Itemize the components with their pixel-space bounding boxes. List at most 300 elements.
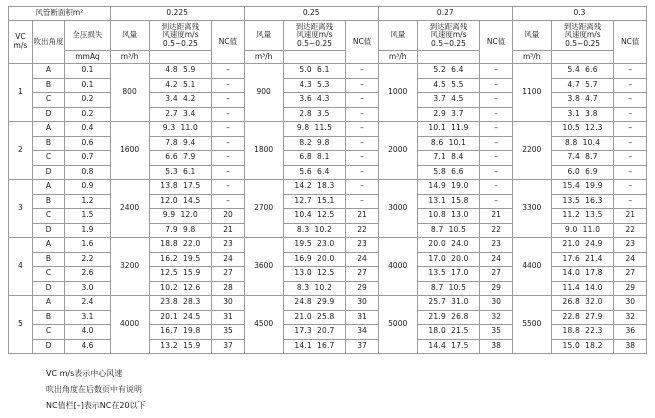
- nc-value: 24: [480, 252, 512, 267]
- throw-distance-high: 16.9: [294, 253, 312, 263]
- angle-value: D: [32, 107, 64, 122]
- airflow-value: 3300: [512, 180, 551, 238]
- throw-distance-high: 26.8: [562, 297, 580, 307]
- pressure-loss-value: 1.9: [65, 223, 110, 238]
- throw-distance-low: 6.6: [451, 166, 464, 176]
- throw-distance-low: 4.7: [585, 94, 598, 104]
- vc-value: 5: [9, 296, 33, 354]
- throw-distance-value: [551, 136, 614, 151]
- throw-distance-high: 8.7: [430, 224, 444, 234]
- throw-distance-high: 3.6: [299, 94, 312, 104]
- nc-value: 20: [212, 209, 244, 224]
- throw-distance-value: [551, 165, 614, 180]
- angle-value: A: [32, 238, 64, 253]
- throw-distance-value: [149, 267, 212, 282]
- angle-value: C: [32, 209, 64, 224]
- nc-value: 24: [346, 252, 378, 267]
- distance-header-3: 到达距离残 风速度m/s 0.5~0.25: [551, 21, 614, 51]
- throw-distance-value: [551, 180, 614, 195]
- nc-value: –: [212, 64, 244, 79]
- nc-value: 23: [212, 238, 244, 253]
- pressure-loss-value: 3.1: [65, 310, 110, 325]
- throw-distance-low: 27.9: [585, 311, 603, 321]
- throw-distance-high: 4.3: [299, 79, 312, 89]
- nc-value: –: [346, 180, 378, 195]
- throw-distance-value: [417, 310, 480, 325]
- pressure-loss-value: 3.0: [65, 281, 110, 296]
- throw-distance-value: [283, 151, 346, 166]
- vc-value: 4: [9, 238, 33, 296]
- throw-distance-high: 21.9: [428, 311, 446, 321]
- throw-distance-value: [149, 136, 212, 151]
- throw-distance-value: [283, 339, 346, 354]
- throw-distance-value: [551, 325, 614, 340]
- table-row: [9, 136, 647, 151]
- nc-value: –: [480, 64, 512, 79]
- angle-value: C: [32, 93, 64, 108]
- angle-value: C: [32, 267, 64, 282]
- throw-distance-high: 12.5: [160, 268, 178, 278]
- throw-distance-low: 6.9: [585, 166, 598, 176]
- throw-distance-value: [551, 238, 614, 253]
- throw-distance-value: [417, 136, 480, 151]
- throw-distance-high: 2.7: [165, 108, 178, 118]
- throw-distance-high: 13.1: [428, 195, 446, 205]
- throw-distance-value: [149, 165, 212, 180]
- throw-distance-low: 12.3: [585, 123, 603, 133]
- nc-value: 27: [614, 267, 647, 282]
- angle-value: A: [32, 296, 64, 311]
- throw-distance-low: 10.4: [582, 137, 601, 147]
- airflow-value: 2700: [244, 180, 283, 238]
- throw-distance-high: 8.2: [299, 137, 312, 147]
- throw-distance-low: 13.5: [585, 210, 603, 220]
- pressure-loss-value: 2.4: [65, 296, 110, 311]
- nc-value: –: [480, 194, 512, 209]
- throw-distance-value: [417, 209, 480, 224]
- throw-distance-high: 8.7: [430, 282, 444, 292]
- nc-value: 27: [212, 267, 244, 282]
- flow-unit-1: m³/h: [244, 51, 283, 64]
- table-row: [9, 267, 647, 282]
- throw-distance-value: [149, 107, 212, 122]
- nc-header-3: NC值: [614, 21, 647, 64]
- flow-unit-0: m³/h: [110, 51, 149, 64]
- throw-distance-low: 10.1: [448, 137, 467, 147]
- throw-distance-low: 10.2: [314, 224, 333, 234]
- throw-distance-high: 13.5: [562, 195, 580, 205]
- nc-value: 22: [614, 223, 647, 238]
- throw-distance-low: 16.3: [585, 195, 603, 205]
- throw-distance-low: 8.7: [585, 152, 598, 162]
- angle-value: D: [32, 339, 64, 354]
- throw-distance-high: 23.8: [160, 297, 178, 307]
- throw-distance-value: [417, 78, 480, 93]
- throw-distance-value: [149, 296, 212, 311]
- nc-value: –: [212, 194, 244, 209]
- airflow-value: 4000: [110, 296, 149, 354]
- footnote-2: NC值栏[–]表示NC在20以下: [46, 401, 146, 410]
- pressure-loss-value: 1.2: [65, 194, 110, 209]
- throw-distance-high: 12.7: [294, 195, 312, 205]
- throw-distance-value: [417, 107, 480, 122]
- throw-distance-high: 10.8: [428, 210, 446, 220]
- nc-value: –: [346, 64, 378, 79]
- nc-value: –: [212, 136, 244, 151]
- throw-distance-low: 31.0: [451, 297, 469, 307]
- throw-distance-value: [149, 209, 212, 224]
- throw-distance-low: 18.3: [317, 181, 335, 191]
- throw-distance-low: 10.2: [314, 282, 333, 292]
- throw-distance-value: [283, 252, 346, 267]
- throw-distance-value: [283, 238, 346, 253]
- throw-distance-high: 5.4: [567, 65, 580, 75]
- throw-distance-high: 3.8: [567, 94, 580, 104]
- throw-distance-low: 4.3: [317, 94, 330, 104]
- throw-distance-high: 20.0: [428, 239, 446, 249]
- airflow-value: 900: [244, 64, 283, 122]
- throw-distance-low: 3.4: [182, 108, 196, 118]
- throw-distance-high: 8.6: [430, 137, 444, 147]
- throw-distance-low: 20.7: [317, 326, 335, 336]
- vc-value: 2: [9, 122, 33, 180]
- throw-distance-value: [283, 107, 346, 122]
- throw-distance-value: [551, 107, 614, 122]
- throw-distance-low: 3.8: [585, 108, 598, 118]
- throw-distance-value: [149, 122, 212, 137]
- throw-distance-value: [551, 93, 614, 108]
- throw-distance-high: 21.0: [294, 311, 312, 321]
- distance-unit-0: [149, 51, 212, 64]
- loss-header: 全压损失: [65, 21, 110, 51]
- angle-value: B: [32, 252, 64, 267]
- nc-value: 24: [212, 252, 244, 267]
- angle-value: B: [32, 136, 64, 151]
- pressure-loss-value: 4.6: [65, 339, 110, 354]
- throw-distance-high: 14.9: [428, 181, 446, 191]
- nc-value: –: [614, 151, 647, 166]
- distance-header-0: 到达距离残 风速度m/s 0.5~0.25: [149, 21, 212, 51]
- throw-distance-high: 4.2: [165, 79, 178, 89]
- throw-distance-high: 13.8: [160, 181, 178, 191]
- throw-distance-low: 11.0: [582, 224, 601, 234]
- throw-distance-low: 28.3: [182, 297, 201, 307]
- throw-distance-high: 9.3: [162, 123, 176, 133]
- angle-value: D: [32, 165, 64, 180]
- throw-distance-value: [283, 122, 346, 137]
- throw-distance-low: 3.7: [451, 108, 464, 118]
- throw-distance-high: 9.0: [564, 224, 578, 234]
- throw-distance-high: 7.4: [567, 152, 580, 162]
- throw-distance-value: [149, 281, 212, 296]
- nc-value: 35: [480, 325, 512, 340]
- nc-value: –: [614, 122, 647, 137]
- throw-distance-high: 15.4: [562, 181, 580, 191]
- pressure-loss-value: 0.1: [65, 78, 110, 93]
- throw-distance-high: 3.7: [433, 94, 446, 104]
- throw-distance-low: 12.0: [180, 210, 198, 220]
- throw-distance-low: 29.9: [317, 297, 335, 307]
- throw-distance-high: 16.7: [160, 326, 178, 336]
- angle-value: A: [32, 122, 64, 137]
- throw-distance-high: 2.9: [433, 108, 446, 118]
- throw-distance-high: 6.8: [299, 152, 312, 162]
- footnote-0: VC m/s表示中心风速: [46, 369, 123, 378]
- throw-distance-high: 5.6: [299, 166, 312, 176]
- angle-value: A: [32, 180, 64, 195]
- throw-distance-high: 8.8: [564, 137, 578, 147]
- nc-value: 30: [212, 296, 244, 311]
- throw-distance-low: 6.4: [317, 166, 330, 176]
- nc-value: –: [480, 165, 512, 180]
- nc-value: 28: [212, 281, 244, 296]
- nc-value: –: [480, 136, 512, 151]
- nc-value: 37: [212, 339, 244, 354]
- pressure-loss-value: 0.9: [65, 180, 110, 195]
- nc-value: 30: [480, 296, 512, 311]
- throw-distance-high: 7.8: [165, 137, 178, 147]
- throw-distance-low: 17.5: [182, 181, 201, 191]
- throw-distance-high: 17.0: [428, 253, 446, 263]
- throw-distance-high: 9.8: [296, 123, 310, 133]
- nc-value: –: [212, 107, 244, 122]
- throw-distance-high: 7.1: [433, 152, 446, 162]
- throw-distance-high: 20.1: [160, 311, 178, 321]
- throw-distance-low: 20.0: [317, 253, 335, 263]
- nc-value: 29: [614, 281, 647, 296]
- vc-value: 3: [9, 180, 33, 238]
- airflow-value: 2400: [110, 180, 149, 238]
- throw-distance-value: [551, 64, 614, 79]
- throw-distance-value: [283, 281, 346, 296]
- throw-distance-high: 10.4: [294, 210, 312, 220]
- nc-value: –: [212, 165, 244, 180]
- nc-value: –: [212, 151, 244, 166]
- throw-distance-low: 17.0: [451, 268, 469, 278]
- table-row: [9, 194, 647, 209]
- nc-value: 38: [614, 339, 647, 354]
- airflow-value: 3000: [378, 180, 417, 238]
- table-row: [9, 296, 647, 311]
- table-row: [9, 93, 647, 108]
- pressure-loss-value: 0.7: [65, 151, 110, 166]
- nc-value: 21: [212, 223, 244, 238]
- throw-distance-value: [417, 194, 480, 209]
- nc-value: –: [480, 151, 512, 166]
- throw-distance-value: [417, 223, 480, 238]
- throw-distance-value: [283, 223, 346, 238]
- throw-distance-value: [417, 238, 480, 253]
- nc-value: 31: [346, 310, 378, 325]
- nc-value: 30: [346, 296, 378, 311]
- throw-distance-value: [149, 194, 212, 209]
- throw-distance-high: 5.2: [433, 65, 446, 75]
- airflow-value: 3600: [244, 238, 283, 296]
- pressure-loss-value: 0.1: [65, 64, 110, 79]
- corner-header: 风管断面积m²: [9, 7, 111, 21]
- throw-distance-low: 11.5: [314, 123, 333, 133]
- throw-distance-value: [283, 296, 346, 311]
- nc-value: 27: [480, 267, 512, 282]
- nc-value: 29: [346, 281, 378, 296]
- nc-value: 30: [614, 296, 647, 311]
- throw-distance-low: 20.0: [451, 253, 469, 263]
- throw-distance-low: 14.5: [182, 195, 201, 205]
- throw-distance-low: 26.8: [451, 311, 469, 321]
- throw-distance-high: 14.2: [294, 181, 312, 191]
- throw-distance-low: 32.0: [585, 297, 603, 307]
- throw-distance-value: [149, 64, 212, 79]
- throw-distance-low: 3.5: [317, 108, 330, 118]
- throw-distance-high: 13.5: [428, 268, 446, 278]
- throw-distance-low: 6.4: [451, 65, 464, 75]
- group-header-0: 0.225: [110, 7, 244, 21]
- throw-distance-low: 7.9: [182, 152, 196, 162]
- airflow-value: 1000: [378, 64, 417, 122]
- throw-distance-low: 5.7: [585, 79, 598, 89]
- nc-value: –: [346, 78, 378, 93]
- throw-distance-value: [283, 194, 346, 209]
- vc-header: VC m/s: [9, 21, 33, 64]
- throw-distance-value: [417, 151, 480, 166]
- throw-distance-value: [551, 78, 614, 93]
- throw-distance-high: 25.7: [428, 297, 446, 307]
- throw-distance-value: [417, 64, 480, 79]
- throw-distance-value: [551, 194, 614, 209]
- distance-header-2: 到达距离残 风速度m/s 0.5~0.25: [417, 21, 480, 51]
- throw-distance-value: [149, 151, 212, 166]
- angle-value: C: [32, 151, 64, 166]
- nc-value: 31: [212, 310, 244, 325]
- throw-distance-low: 11.9: [451, 123, 469, 133]
- airflow-value: 4400: [512, 238, 551, 296]
- nc-value: –: [614, 136, 647, 151]
- flow-header-2: 风量: [378, 21, 417, 51]
- nc-value: –: [346, 194, 378, 209]
- throw-distance-low: 10.5: [448, 224, 467, 234]
- nc-value: 36: [614, 325, 647, 340]
- throw-distance-low: 15.9: [182, 340, 201, 350]
- nc-value: –: [346, 151, 378, 166]
- throw-distance-high: 4.5: [433, 79, 446, 89]
- throw-distance-high: 11.4: [562, 282, 580, 292]
- throw-distance-high: 8.3: [296, 282, 310, 292]
- table-row: [9, 180, 647, 195]
- nc-value: –: [480, 93, 512, 108]
- throw-distance-value: [551, 281, 614, 296]
- loss-unit: mmAq: [65, 51, 110, 64]
- throw-distance-high: 14.1: [294, 340, 312, 350]
- throw-distance-low: 22.0: [182, 239, 201, 249]
- table-row: [9, 209, 647, 224]
- throw-distance-high: 14.0: [562, 268, 580, 278]
- throw-distance-high: 15.0: [562, 340, 580, 350]
- throw-distance-high: 9.9: [162, 210, 176, 220]
- throw-distance-high: 14.4: [428, 340, 446, 350]
- throw-distance-value: [417, 281, 480, 296]
- flow-unit-2: m³/h: [378, 51, 417, 64]
- airflow-value: 1800: [244, 122, 283, 180]
- throw-distance-value: [283, 325, 346, 340]
- throw-distance-value: [283, 136, 346, 151]
- throw-distance-high: 5.0: [299, 65, 312, 75]
- throw-distance-low: 5.1: [182, 79, 196, 89]
- throw-distance-value: [417, 267, 480, 282]
- flow-header-3: 风量: [512, 21, 551, 51]
- throw-distance-low: 14.0: [585, 282, 603, 292]
- group-header-1: 0.25: [244, 7, 378, 21]
- throw-distance-value: [551, 223, 614, 238]
- throw-distance-value: [149, 223, 212, 238]
- throw-distance-value: [283, 93, 346, 108]
- nc-value: –: [480, 122, 512, 137]
- throw-distance-value: [417, 296, 480, 311]
- throw-distance-low: 17.8: [585, 268, 603, 278]
- airflow-value: 2000: [378, 122, 417, 180]
- nc-value: –: [346, 122, 378, 137]
- throw-distance-value: [551, 122, 614, 137]
- throw-distance-high: 3.1: [567, 108, 580, 118]
- pressure-loss-value: 0.2: [65, 107, 110, 122]
- airflow-value: 5000: [378, 296, 417, 354]
- throw-distance-low: 19.9: [585, 181, 603, 191]
- throw-distance-value: [551, 310, 614, 325]
- table-row: [9, 310, 647, 325]
- throw-distance-low: 6.1: [317, 65, 330, 75]
- throw-distance-low: 8.4: [451, 152, 464, 162]
- nc-value: –: [346, 136, 378, 151]
- table-row: [9, 223, 647, 238]
- pressure-loss-value: 1.5: [65, 209, 110, 224]
- angle-value: D: [32, 281, 64, 296]
- throw-distance-low: 12.5: [317, 210, 335, 220]
- pressure-loss-value: 4.0: [65, 325, 110, 340]
- airflow-value: 800: [110, 64, 149, 122]
- throw-distance-value: [149, 310, 212, 325]
- throw-distance-high: 13.2: [160, 340, 178, 350]
- angle-value: B: [32, 78, 64, 93]
- throw-distance-low: 5.5: [451, 79, 464, 89]
- nc-value: 23: [614, 238, 647, 253]
- throw-distance-value: [551, 209, 614, 224]
- throw-distance-value: [551, 267, 614, 282]
- nc-value: 23: [480, 238, 512, 253]
- throw-distance-value: [149, 325, 212, 340]
- throw-distance-low: 23.0: [317, 239, 335, 249]
- throw-distance-high: 18.8: [562, 326, 580, 336]
- throw-distance-low: 12.5: [317, 268, 335, 278]
- table-row: [9, 122, 647, 137]
- throw-distance-high: 12.0: [160, 195, 178, 205]
- airflow-value: 1600: [110, 122, 149, 180]
- table-row: [9, 151, 647, 166]
- table-header: [9, 7, 647, 64]
- throw-distance-low: 24.5: [182, 311, 201, 321]
- nc-header-2: NC值: [480, 21, 512, 64]
- nc-value: –: [212, 122, 244, 137]
- nc-value: –: [614, 165, 647, 180]
- nc-value: 23: [346, 238, 378, 253]
- angle-value: A: [32, 64, 64, 79]
- angle-value: D: [32, 223, 64, 238]
- flow-header-0: 风量: [110, 21, 149, 51]
- throw-distance-value: [417, 339, 480, 354]
- nc-value: 21: [614, 209, 647, 224]
- nc-value: –: [480, 180, 512, 195]
- throw-distance-high: 4.7: [567, 79, 580, 89]
- nc-value: 27: [346, 267, 378, 282]
- nc-value: –: [212, 180, 244, 195]
